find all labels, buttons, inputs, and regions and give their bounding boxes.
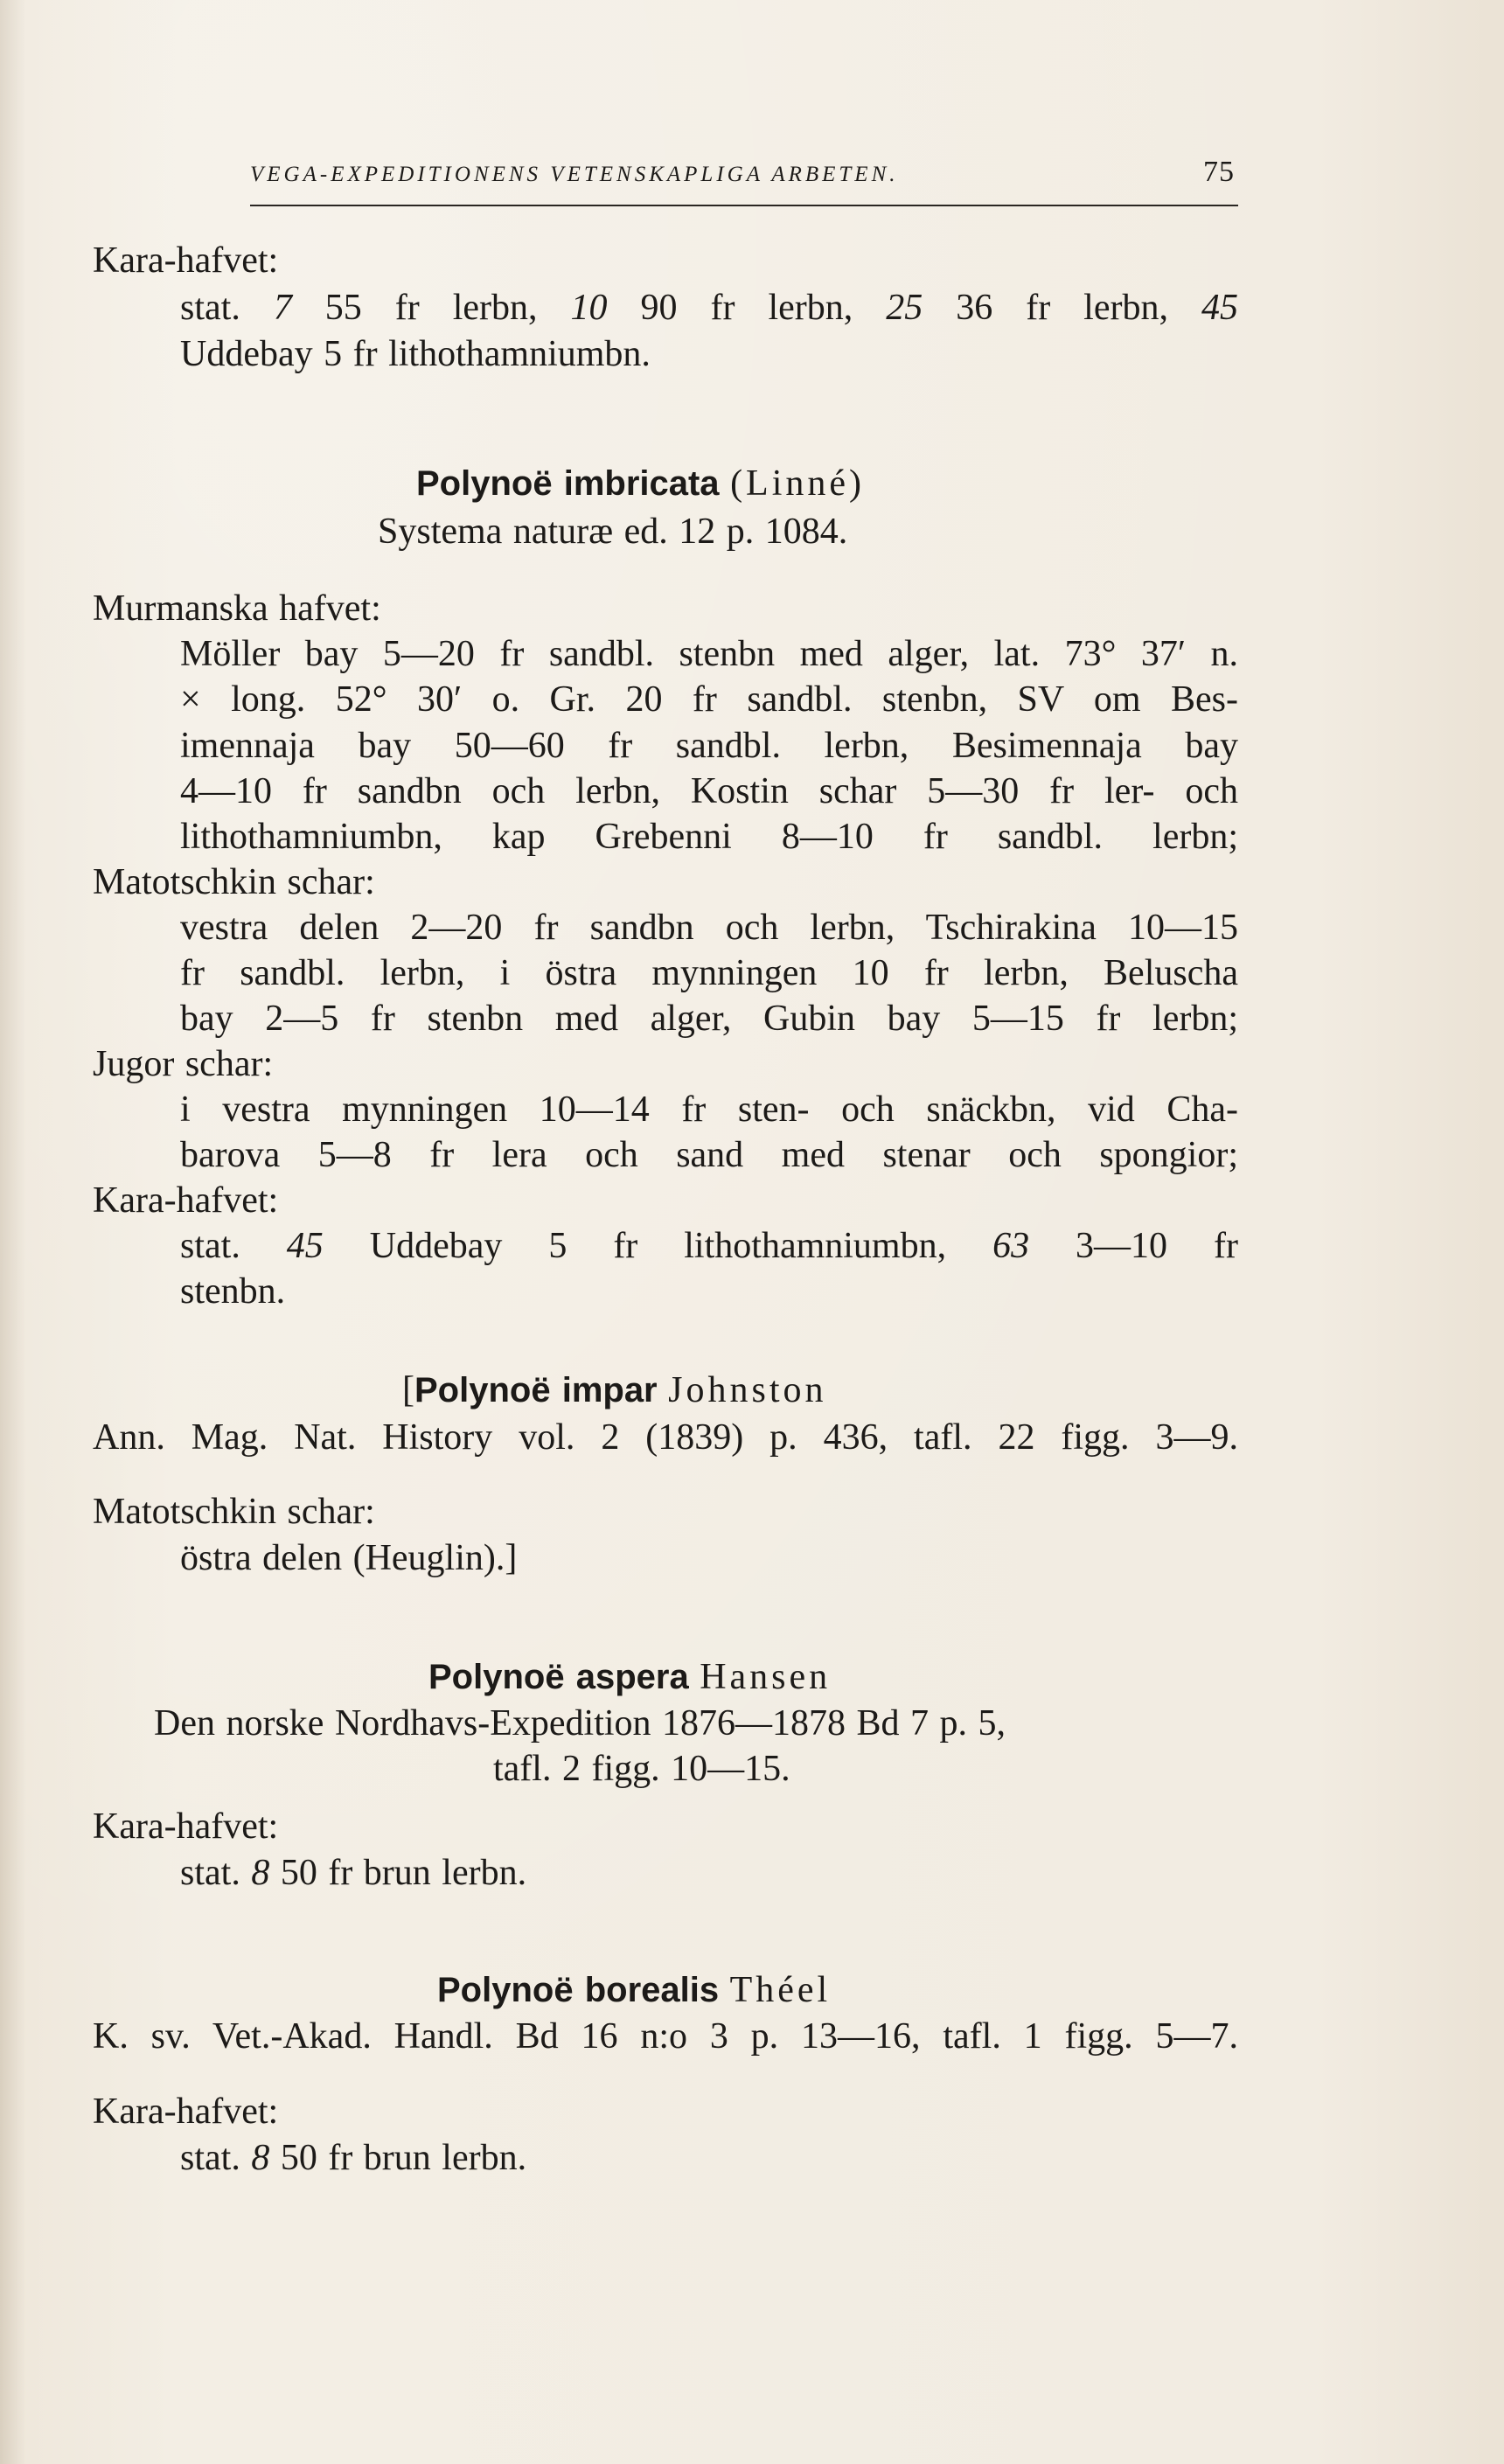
locality-text: östra delen (Heuglin).]	[180, 1538, 518, 1578]
locality-text: fr sandbl. lerbn, i östra mynningen 10 fr lerbn, Beluscha	[180, 953, 1238, 993]
species-author: (Linné)	[730, 463, 866, 504]
species-name: Polynoë impar	[414, 1371, 658, 1409]
species-reference: tafl. 2 figg. 10—15.	[493, 1749, 790, 1789]
locality-text: imennaja bay 50—60 fr sandbl. lerbn, Besimennaja bay	[180, 726, 1238, 766]
locality-heading: Matotschkin schar:	[93, 1492, 375, 1532]
locality-heading: Kara-hafvet:	[93, 240, 279, 281]
locality-text: 4—10 fr sandbn och lerbn, Kostin schar 5—30 fr ler- och	[180, 771, 1238, 811]
locality-heading: Kara-hafvet:	[93, 1806, 279, 1847]
species-reference: K. sv. Vet.-Akad. Handl. Bd 16 n:o 3 p. 13—16, tafl. 1 figg. 5—7.	[93, 2016, 1238, 2057]
locality-heading: Matotschkin schar:	[93, 862, 375, 902]
species-reference: Systema naturæ ed. 12 p. 1084.	[378, 512, 848, 552]
species-heading	[437, 1969, 831, 2011]
locality-text: barova 5—8 fr lera och sand med stenar och spongior;	[180, 1135, 1238, 1175]
species-name: Polynoë borealis	[437, 1971, 720, 2009]
species-reference: Ann. Mag. Nat. History vol. 2 (1839) p. 436, tafl. 22 figg. 3—9.	[93, 1417, 1238, 1458]
locality-text: × long. 52° 30′ o. Gr. 20 fr sandbl. stenbn, SV om Bes-	[180, 679, 1238, 720]
locality-text: lithothamniumbn, kap Grebenni 8—10 fr sandbl. lerbn;	[180, 817, 1238, 857]
locality-heading: Murmanska hafvet:	[93, 588, 381, 629]
species-heading	[428, 1656, 831, 1698]
species-author: Théel	[729, 1970, 832, 2010]
page-number: 75	[1203, 156, 1235, 188]
locality-heading: Jugor schar:	[93, 1044, 274, 1084]
locality-text: bay 2—5 fr stenbn med alger, Gubin bay 5—15 fr lerbn;	[180, 999, 1238, 1039]
species-heading	[416, 463, 865, 505]
locality-text: i vestra mynningen 10—14 fr sten- och snäckbn, vid Cha-	[180, 1089, 1238, 1130]
locality-text: stat. 8 50 fr brun lerbn.	[180, 1853, 527, 1893]
locality-heading: Kara-hafvet:	[93, 1180, 279, 1221]
species-reference: Den norske Nordhavs-Expedition 1876—1878 Bd 7 p. 5,	[154, 1703, 1006, 1744]
species-author: Johnston	[668, 1370, 827, 1410]
locality-text: stenbn.	[180, 1271, 286, 1312]
running-head	[250, 156, 1238, 206]
locality-heading: Kara-hafvet:	[93, 2092, 279, 2132]
locality-text: vestra delen 2—20 fr sandbn och lerbn, Tschirakina 10—15	[180, 908, 1238, 948]
locality-text: Möller bay 5—20 fr sandbl. stenbn med alger, lat. 73° 37′ n.	[180, 634, 1238, 674]
locality-text: stat. 8 50 fr brun lerbn.	[180, 2138, 527, 2178]
locality-text: stat. 45 Uddebay 5 fr lithothamniumbn, 63 3—10 fr	[180, 1226, 1238, 1266]
locality-text: stat. 7 55 fr lerbn, 10 90 fr lerbn, 25 36 fr lerbn, 45	[180, 288, 1238, 328]
species-heading: [Polynoë impar Johnston	[402, 1370, 827, 1410]
species-name: Polynoë aspera	[428, 1658, 689, 1696]
locality-text: Uddebay 5 fr lithothamniumbn.	[180, 334, 651, 374]
species-name: Polynoë imbricata	[416, 464, 720, 503]
running-title: VEGA-EXPEDITIONENS VETENSKAPLIGA ARBETEN.	[250, 163, 899, 186]
species-author: Hansen	[700, 1657, 832, 1697]
